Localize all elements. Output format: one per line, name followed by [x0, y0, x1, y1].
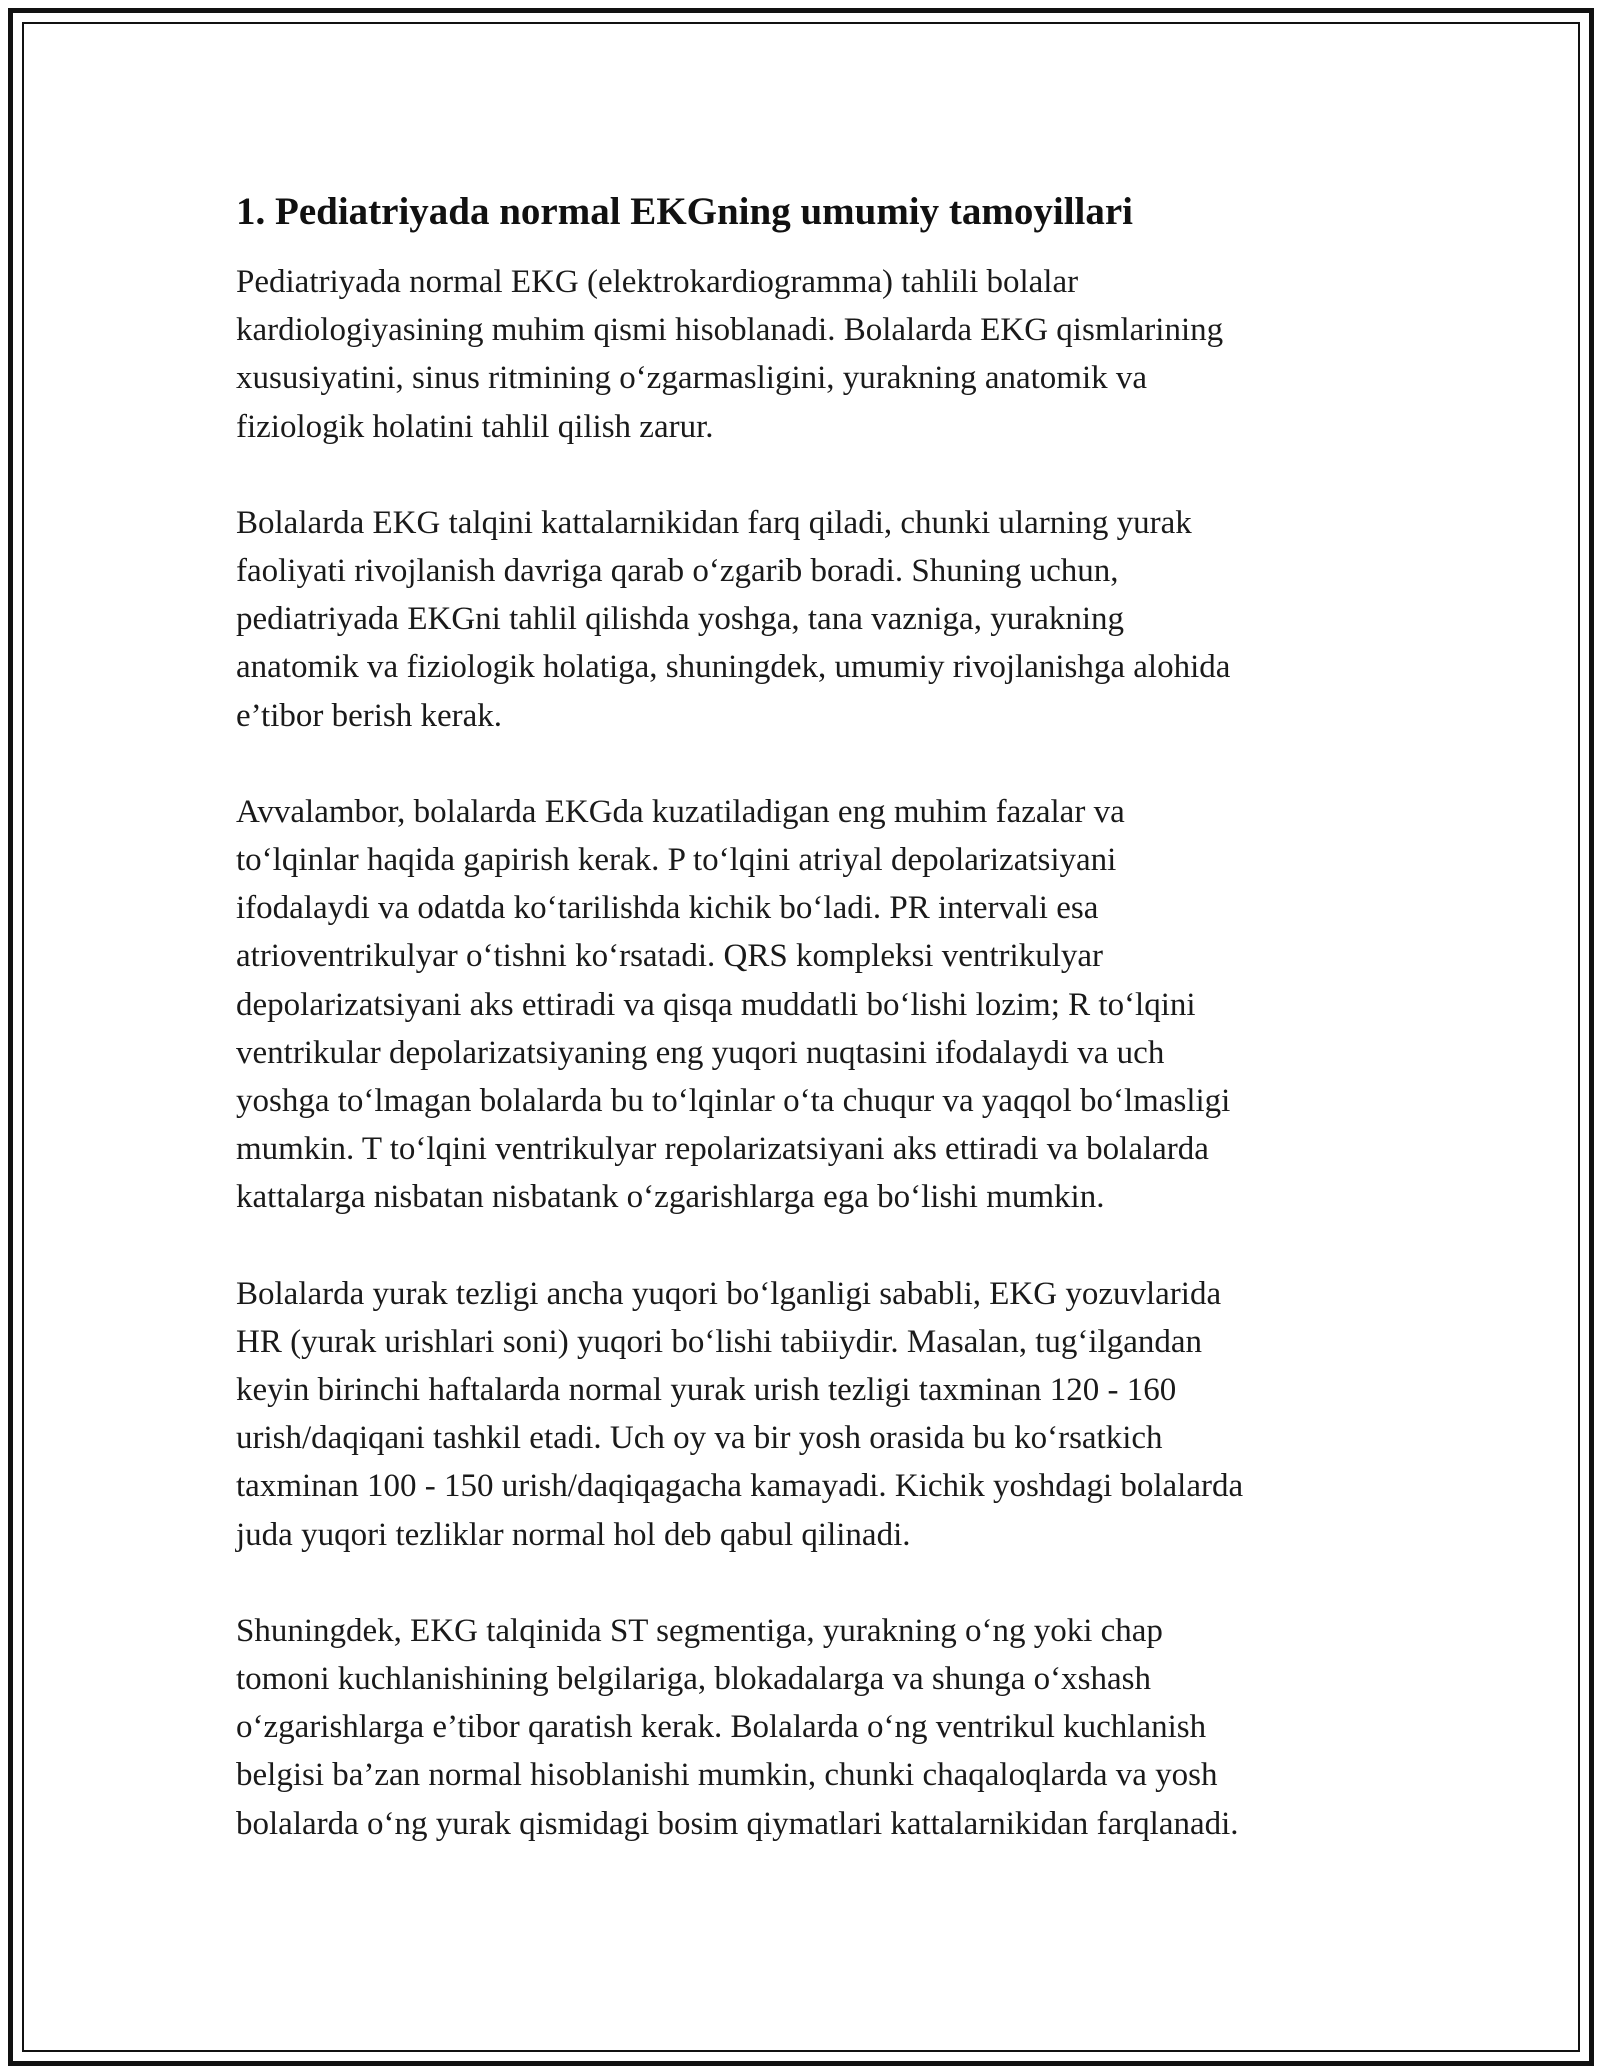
paragraph-waves: Avvalambor, bolalarda EKGda kuzatiladigan eng muhim fazalar va to‘lqinlar haqida gapirish kerak. P to‘lqini atriyal depolarizatsiyani ifodalaydi va odatda ko‘tarilishda kichik bo‘ladi. PR intervali esa atrioventrikulyar o‘tishni ko‘rsatadi. QRS kompleksi ventrikulyar depolarizatsiyani aks ettiradi va qisqa muddatli bo‘lishi lozim; R to‘lqini ventrikular depolarizatsiyaning eng yuqori nuqtasini ifodalaydi va uch yoshga to‘lmagan bolalarda bu to‘lqinlar o‘ta chuqur va yaqqol bo‘lmasligi mumkin. T to‘lqini ventrikulyar repolarizatsiyani aks ettiradi va bolalarda kattalarga nisbatan nisbatank o‘zgarishlarga ega bo‘lishi mumkin. [236, 793, 1231, 1216]
paragraph-heart-rate: Bolalarda yurak tezligi ancha yuqori bo‘lganligi sababli, EKG yozuvlarida HR (yurak urishlari soni) yuqori bo‘lishi tabiiydir. Masalan, tug‘ilgandan keyin birinchi haftalarda normal yurak urish tezligi taxminan 120 - 160 urish/daqiqani tashkil etadi. Uch oy va bir yosh orasida bu ko‘rsatkich taxminan 100 - 150 urish/daqiqagacha kamayadi. Kichik yoshdagi bolalarda juda yuqori tezliklar normal hol deb qabul qilinadi. [236, 1275, 1244, 1553]
paragraph-interpretation: Bolalarda EKG talqini kattalarnikidan farq qiladi, chunki ularning yurak faoliyati rivojlanish davriga qarab o‘zgarib boradi. Shuning uchun, pediatriyada EKGni tahlil qilishda yoshga, tana vazniga, yurakning anatomik va fiziologik holatiga, shuningdek, umumiy rivojlanishga alohida e’tibor berish kerak. [236, 504, 1231, 734]
section-heading: 1. Pediatriyada normal EKGning umumiy tamoyillari [236, 190, 1134, 233]
paragraph-intro: Pediatriyada normal EKG (elektrokardiogramma) tahlili bolalar kardiologiyasining muhim qismi hisoblanadi. Bolalarda EKG qismlarining xususiyatini, sinus ritmining o‘zgarmasligini, yurakning anatomik va fiziologik holatini tahlil qilish zarur. [236, 264, 1224, 445]
paragraph-st-segment: Shuningdek, EKG talqinida ST segmentiga, yurakning o‘ng yoki chap tomoni kuchlanishining belgilariga, blokadalarga va shunga o‘xshash o‘zgarishlarga e’tibor qaratish kerak. Bolalarda o‘ng ventrikul kuchlanish belgisi ba’zan normal hisoblanishi mumkin, chunki chaqaloqlarda va yosh bolalarda o‘ng yurak qismidagi bosim qiymatlari kattalarnikidan farqlanadi. [236, 1612, 1239, 1842]
document-body [236, 186, 1386, 1896]
